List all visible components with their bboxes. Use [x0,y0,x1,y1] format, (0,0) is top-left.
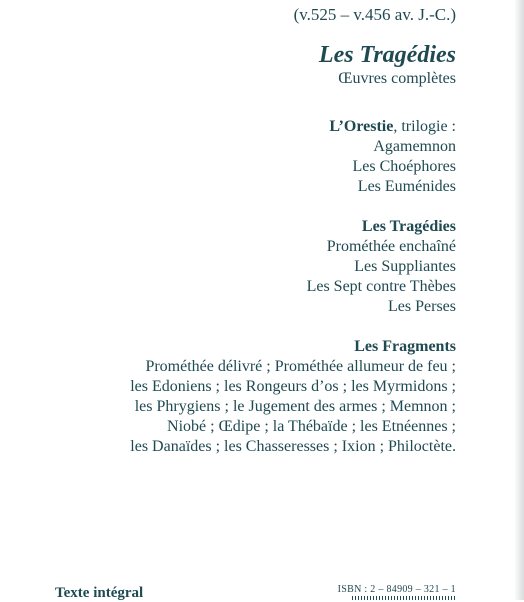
fragments-heading-text: Les Fragments [354,338,456,355]
full-text-label: Texte intégral [55,585,144,601]
barcode-strip [352,596,456,600]
fragments-heading [16,337,456,357]
orestie-item: Les Euménides [357,178,456,195]
fragments-line: les Phrygiens ; le Jugement des armes ; Memnon ; [134,398,456,415]
fragments-section [16,337,456,457]
work-subtitle: Œuvres complètes [338,70,456,87]
fragments-line: les Danaïdes ; les Chasseresses ; Ixion ; Philoctète. [130,438,456,455]
contents-column [16,5,456,477]
page-edge-shadow [514,0,524,600]
tragedies-item: Les Sept contre Thèbes [306,278,456,295]
work-title: Les Tragédies [318,42,456,68]
fragments-line: Niobé ; Œdipe ; la Thébaïde ; les Etnéennes ; [167,418,456,435]
orestie-heading [16,117,456,137]
author-dates: (v.525 – v.456 av. J.-C.) [293,5,456,24]
orestie-heading-rest: , trilogie : [393,118,456,135]
orestie-heading-bold: L’Orestie [329,118,394,135]
fragments-line: Prométhée délivré ; Prométhée allumeur de feu ; [145,358,456,375]
orestie-item: Agamemnon [373,138,456,155]
tragedies-item: Les Suppliantes [354,258,456,275]
orestie-item: Les Choéphores [352,158,456,175]
tragedies-item: Les Perses [388,298,456,315]
tragedies-heading [16,217,456,237]
fragments-line: les Edoniens ; les Rongeurs d’os ; les Myrmidons ; [130,378,456,395]
tragedies-item: Prométhée enchaîné [326,238,456,255]
tragedies-heading-text: Les Tragédies [361,218,456,235]
orestie-section [16,117,456,197]
isbn-number: ISBN : 2 – 84909 – 321 – 1 [337,584,456,595]
tragedies-section [16,217,456,317]
